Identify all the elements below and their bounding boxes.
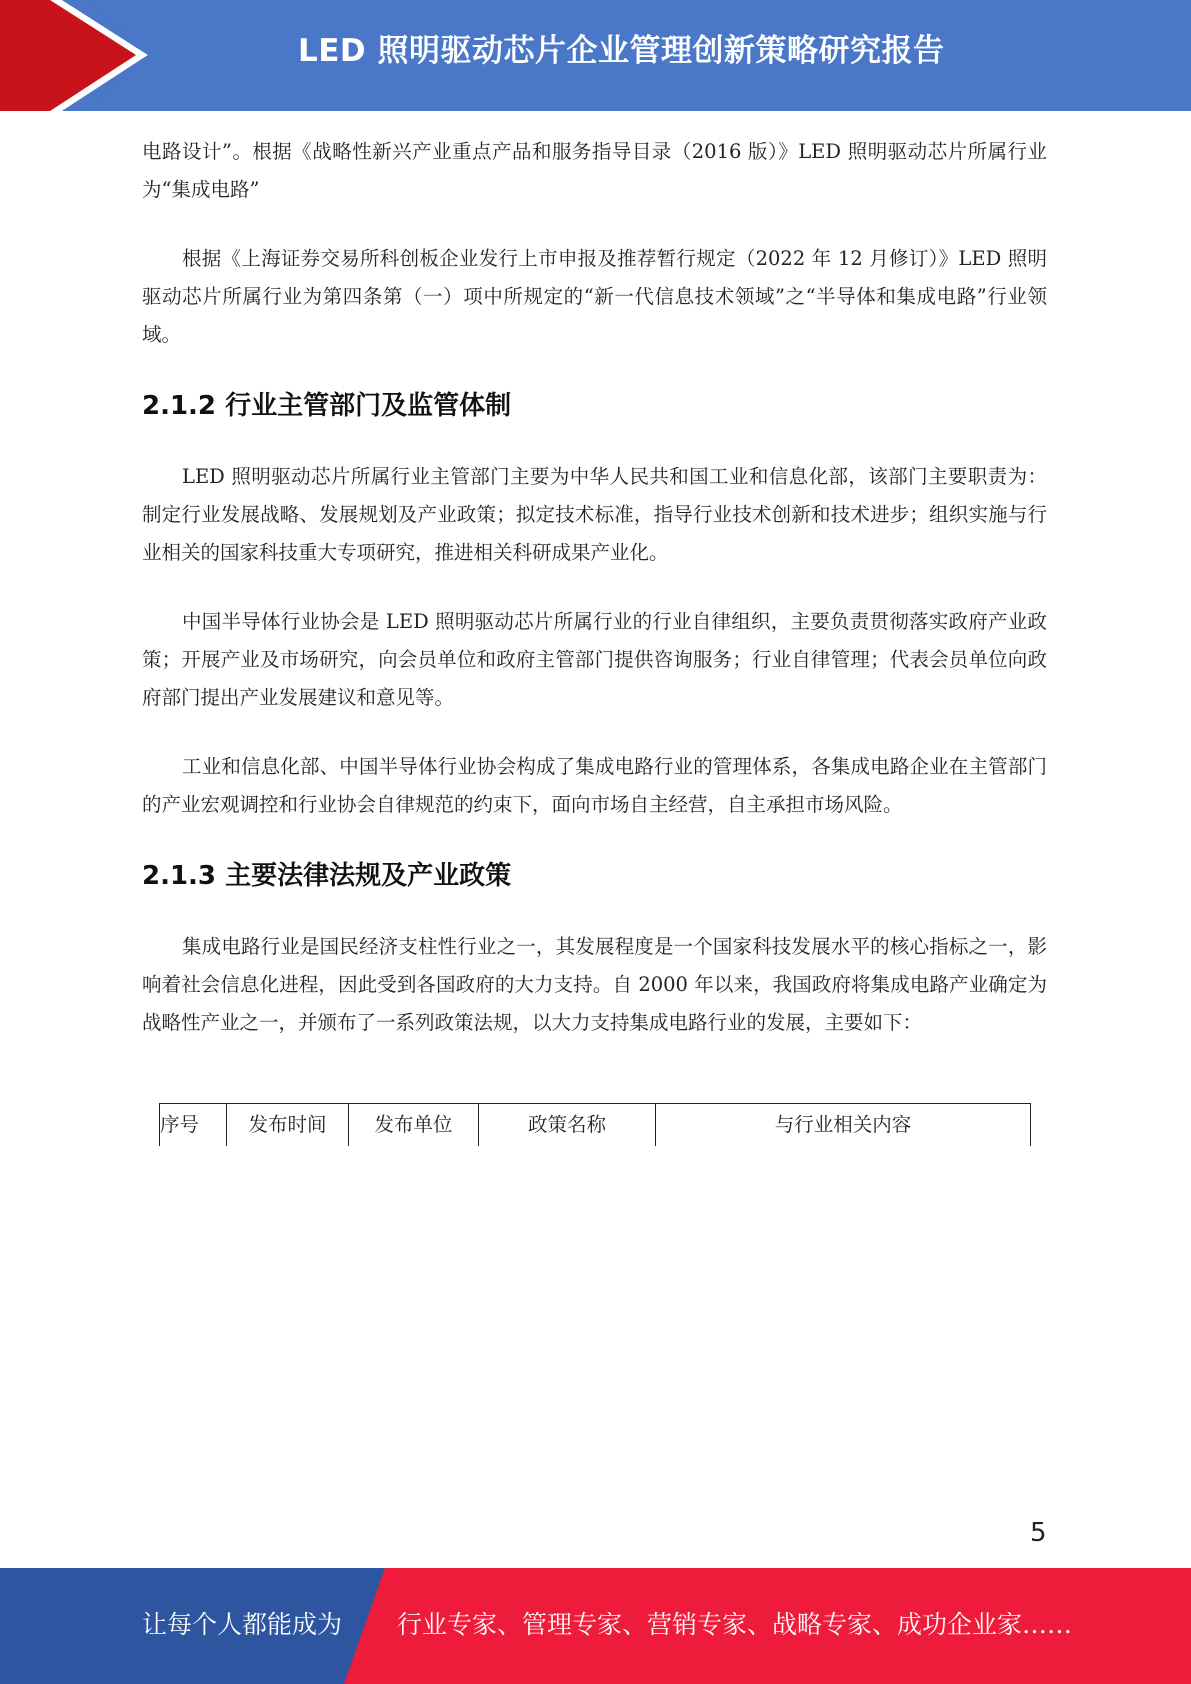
footer-slogan-right: 行业专家、管理专家、营销专家、战略专家、成功企业家…… bbox=[397, 1610, 1073, 1639]
paragraph: 根据《上海证券交易所科创板企业发行上市申报及推荐暂行规定（2022 年 12 月修订）》LED 照明驱动芯片所属行业为第四条第（一）项中所规定的“新一代信息技术领域”之“半导体和集成电路”行业领域。 bbox=[142, 247, 1047, 346]
table-header-cell: 政策名称 bbox=[479, 1104, 656, 1146]
header-arrow-decoration bbox=[0, 0, 150, 111]
paragraph: 电路设计”。根据《战略性新兴产业重点产品和服务指导目录（2016 版）》LED 照明驱动芯片所属行业为“集成电路” bbox=[142, 140, 1047, 201]
table-header-cell: 与行业相关内容 bbox=[774, 1113, 912, 1136]
section-heading: 2.1.3 主要法律法规及产业政策 bbox=[142, 861, 512, 891]
page-footer bbox=[0, 1568, 1191, 1684]
table-header-cell: 发布单位 bbox=[349, 1104, 479, 1146]
table-header-cell: 序号 bbox=[160, 1104, 227, 1146]
table-header-cell: 发布时间 bbox=[227, 1104, 349, 1146]
policy-table-header bbox=[159, 1103, 1031, 1146]
document-body bbox=[142, 133, 1047, 1042]
paragraph: LED 照明驱动芯片所属行业主管部门主要为中华人民共和国工业和信息化部，该部门主要职责为：制定行业发展战略、发展规划及产业政策；拟定技术标准，指导行业技术创新和技术进步；组织实施与行业相关的国家科技重大专项研究，推进相关科研成果产业化。 bbox=[142, 465, 1047, 564]
footer-slogan-left: 让每个人都能成为 bbox=[142, 1610, 343, 1639]
section-heading: 2.1.2 行业主管部门及监管体制 bbox=[142, 391, 512, 421]
paragraph: 集成电路行业是国民经济支柱性行业之一，其发展程度是一个国家科技发展水平的核心指标之一，影响着社会信息化进程，因此受到各国政府的大力支持。自 2000 年以来，我国政府将集成电路产业确定为战略性产业之一，并颁布了一系列政策法规，以大力支持集成电路行业的发展，主要如下： bbox=[142, 935, 1047, 1034]
page-header bbox=[0, 0, 1191, 111]
paragraph: 工业和信息化部、中国半导体行业协会构成了集成电路行业的管理体系，各集成电路企业在主管部门的产业宏观调控和行业协会自律规范的约束下，面向市场自主经营，自主承担市场风险。 bbox=[142, 755, 1047, 816]
report-title: LED 照明驱动芯片企业管理创新策略研究报告 bbox=[298, 33, 945, 69]
page-number: 5 bbox=[1030, 1518, 1047, 1548]
paragraph: 中国半导体行业协会是 LED 照明驱动芯片所属行业的行业自律组织，主要负责贯彻落实政府产业政策；开展产业及市场研究，向会员单位和政府主管部门提供咨询服务；行业自律管理；代表会员单位向政府部门提出产业发展建议和意见等。 bbox=[142, 610, 1047, 709]
